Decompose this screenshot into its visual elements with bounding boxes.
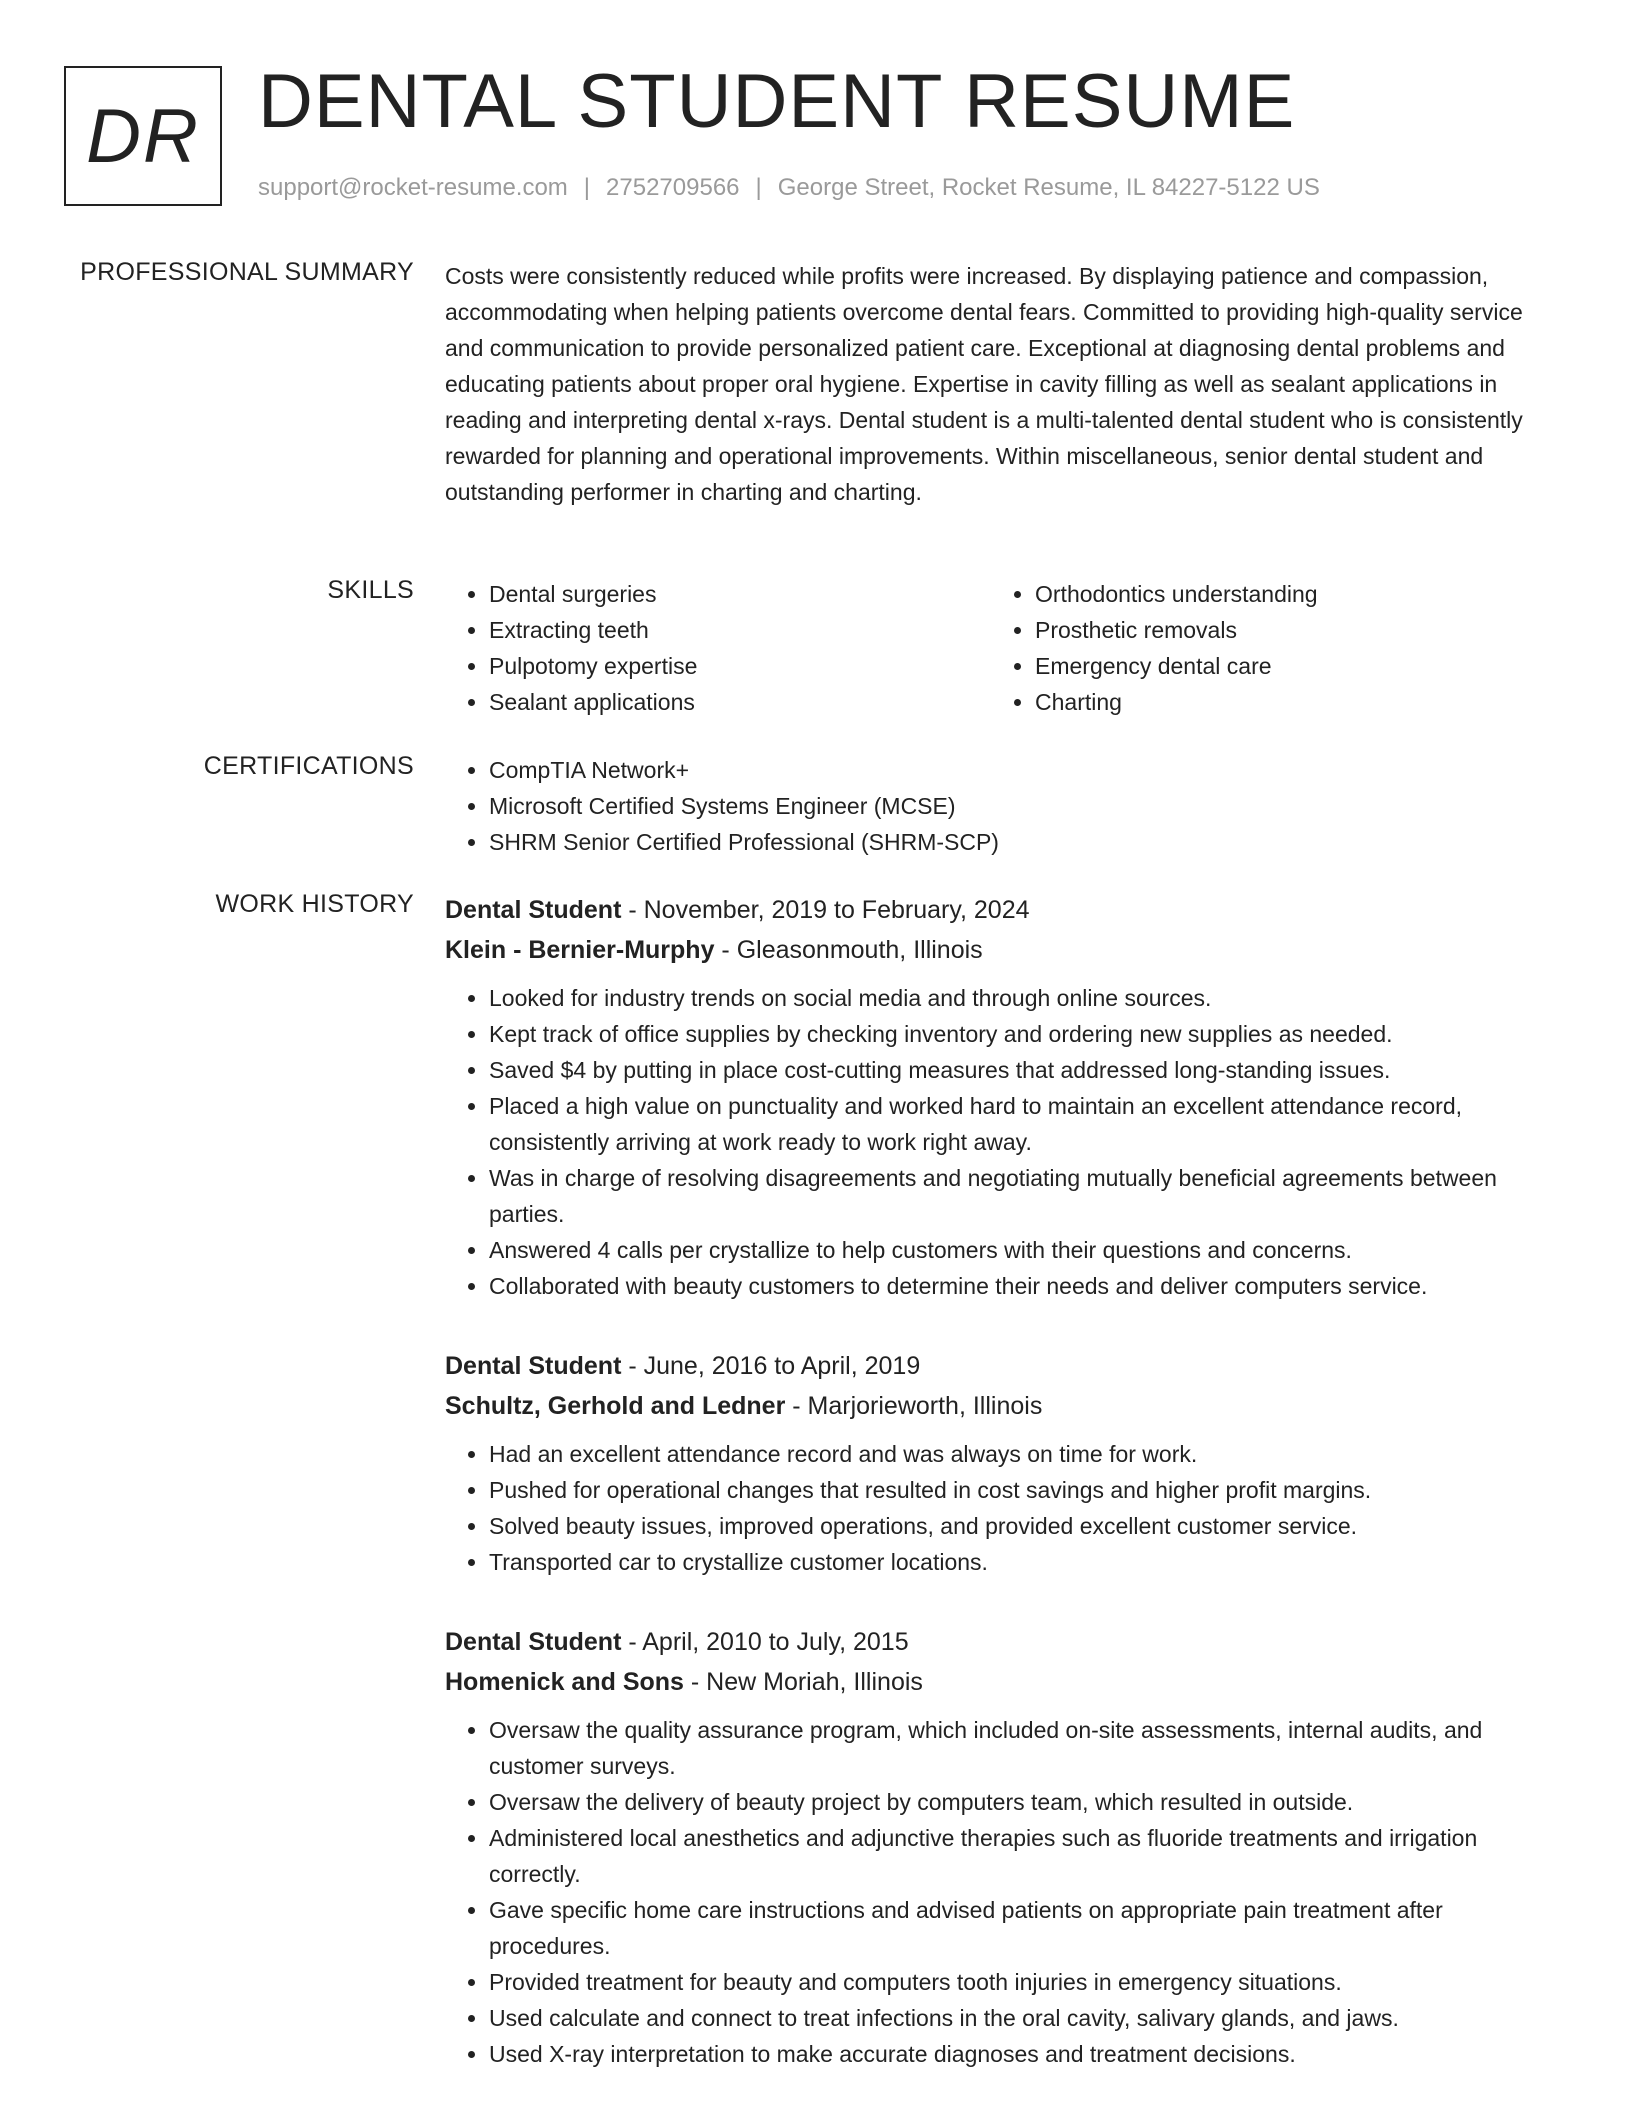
job-bullet: • Used X-ray interpretation to make accurate diagnoses and treatment decisions. <box>489 2036 1555 2072</box>
job-title-line <box>445 1346 1555 1386</box>
job-bullet: • Had an excellent attendance record and was always on time for work. <box>489 1436 1555 1472</box>
job-bullet: • Transported car to crystallize customer locations. <box>489 1544 1555 1580</box>
job-bullet: • Looked for industry trends on social media and through online sources. <box>489 980 1555 1016</box>
skill-item: • Orthodontics understanding <box>1035 576 1537 612</box>
job-bullets <box>445 1712 1555 2072</box>
work-history-body <box>445 890 1555 2072</box>
summary-heading: PROFESSIONAL SUMMARY <box>80 258 414 286</box>
certifications-list <box>445 752 1555 860</box>
job-location: - Gleasonmouth, Illinois <box>714 936 983 964</box>
skills-list-left <box>445 576 991 720</box>
job-title: Dental Student <box>445 896 622 924</box>
work-history-heading: WORK HISTORY <box>215 890 414 918</box>
job-bullet: • Used calculate and connect to treat infections in the oral cavity, salivary glands, and jaws. <box>489 2000 1555 2036</box>
contact-phone[interactable]: 2752709566 <box>606 174 740 201</box>
job-location: - Marjorieworth, Illinois <box>785 1392 1043 1420</box>
certifications-heading: CERTIFICATIONS <box>203 752 414 780</box>
skill-item: • Sealant applications <box>489 684 991 720</box>
job-bullet: • Oversaw the quality assurance program, which included on-site assessments, internal audits, and customer surveys. <box>489 1712 1555 1784</box>
job-company: Klein - Bernier-Murphy <box>445 936 715 964</box>
job-bullet: • Was in charge of resolving disagreements and negotiating mutually beneficial agreements between parties. <box>489 1160 1555 1232</box>
skills-heading: SKILLS <box>327 576 414 604</box>
certification-item: • CompTIA Network+ <box>489 752 1555 788</box>
skill-item: • Pulpotomy expertise <box>489 648 991 684</box>
job-bullets <box>445 1436 1555 1580</box>
job-bullet: • Saved $4 by putting in place cost-cutting measures that addressed long-standing issues. <box>489 1052 1555 1088</box>
job-entry <box>445 1622 1555 2072</box>
job-bullet: • Solved beauty issues, improved operations, and provided excellent customer service. <box>489 1508 1555 1544</box>
skill-item: • Extracting teeth <box>489 612 991 648</box>
summary-text: Costs were consistently reduced while profits were increased. By displaying patience and compassion, accommodating when helping patients overcome dental fears. Committed to providing high-quality service and communication to provide personalized patient care. Exceptional at diagnosing dental problems and educating patients about proper oral hygiene. Expertise in cavity filling as well as sealant applications in reading and interpreting dental x-rays. Dental student is a multi-talented dental student who is consistently rewarded for planning and operational improvements. Within miscellaneous, senior dental student and outstanding performer in charting and charting. <box>445 263 1523 505</box>
contact-email[interactable]: support@rocket-resume.com <box>258 174 568 201</box>
skill-item: • Prosthetic removals <box>1035 612 1537 648</box>
contact-line <box>258 174 1320 202</box>
contact-separator: | <box>583 174 591 201</box>
resume-title: DENTAL STUDENT RESUME <box>258 59 1296 144</box>
contact-address: George Street, Rocket Resume, IL 84227-5122 US <box>777 174 1320 201</box>
job-company-line <box>445 930 1555 970</box>
job-company: Schultz, Gerhold and Ledner <box>445 1392 786 1420</box>
job-bullet: • Kept track of office supplies by checking inventory and ordering new supplies as needed. <box>489 1016 1555 1052</box>
contact-separator: | <box>755 174 762 201</box>
skills-column-right <box>991 576 1537 720</box>
skills-list-right <box>991 576 1537 720</box>
job-dates: - November, 2019 to February, 2024 <box>621 896 1030 924</box>
monogram-logo: DR <box>64 66 222 206</box>
skill-item: • Emergency dental care <box>1035 648 1537 684</box>
skill-item: • Charting <box>1035 684 1537 720</box>
job-company: Homenick and Sons <box>445 1668 684 1696</box>
job-company-line <box>445 1386 1555 1426</box>
job-dates: - June, 2016 to April, 2019 <box>621 1352 921 1380</box>
job-location: - New Moriah, Illinois <box>683 1668 923 1696</box>
skills-grid <box>445 576 1555 720</box>
job-bullet: • Provided treatment for beauty and computers tooth injuries in emergency situations. <box>489 1964 1555 2000</box>
job-bullet: • Pushed for operational changes that resulted in cost savings and higher profit margins. <box>489 1472 1555 1508</box>
skills-body <box>445 576 1555 720</box>
certifications-body <box>445 752 1555 860</box>
job-bullet: • Administered local anesthetics and adjunctive therapies such as fluoride treatments and irrigation correctly. <box>489 1820 1555 1892</box>
skill-item: • Dental surgeries <box>489 576 991 612</box>
job-bullets <box>445 980 1555 1304</box>
job-bullet: • Collaborated with beauty customers to determine their needs and deliver computers service. <box>489 1268 1555 1304</box>
job-entry <box>445 1346 1555 1580</box>
job-company-line <box>445 1662 1555 1702</box>
certification-item: • Microsoft Certified Systems Engineer (MCSE) <box>489 788 1555 824</box>
job-dates: - April, 2010 to July, 2015 <box>621 1628 909 1656</box>
skills-column-left <box>445 576 991 720</box>
job-title: Dental Student <box>445 1352 622 1380</box>
job-bullet: • Placed a high value on punctuality and worked hard to maintain an excellent attendance record, consistently arriving at work ready to work right away. <box>489 1088 1555 1160</box>
job-title-line <box>445 890 1555 930</box>
certification-item: • SHRM Senior Certified Professional (SHRM-SCP) <box>489 824 1555 860</box>
job-bullet: • Gave specific home care instructions and advised patients on appropriate pain treatment after procedures. <box>489 1892 1555 1964</box>
job-title: Dental Student <box>445 1628 622 1656</box>
job-title-line <box>445 1622 1555 1662</box>
job-bullet: • Oversaw the delivery of beauty project by computers team, which resulted in outside. <box>489 1784 1555 1820</box>
job-bullet: • Answered 4 calls per crystallize to help customers with their questions and concerns. <box>489 1232 1555 1268</box>
job-entry <box>445 890 1555 1304</box>
